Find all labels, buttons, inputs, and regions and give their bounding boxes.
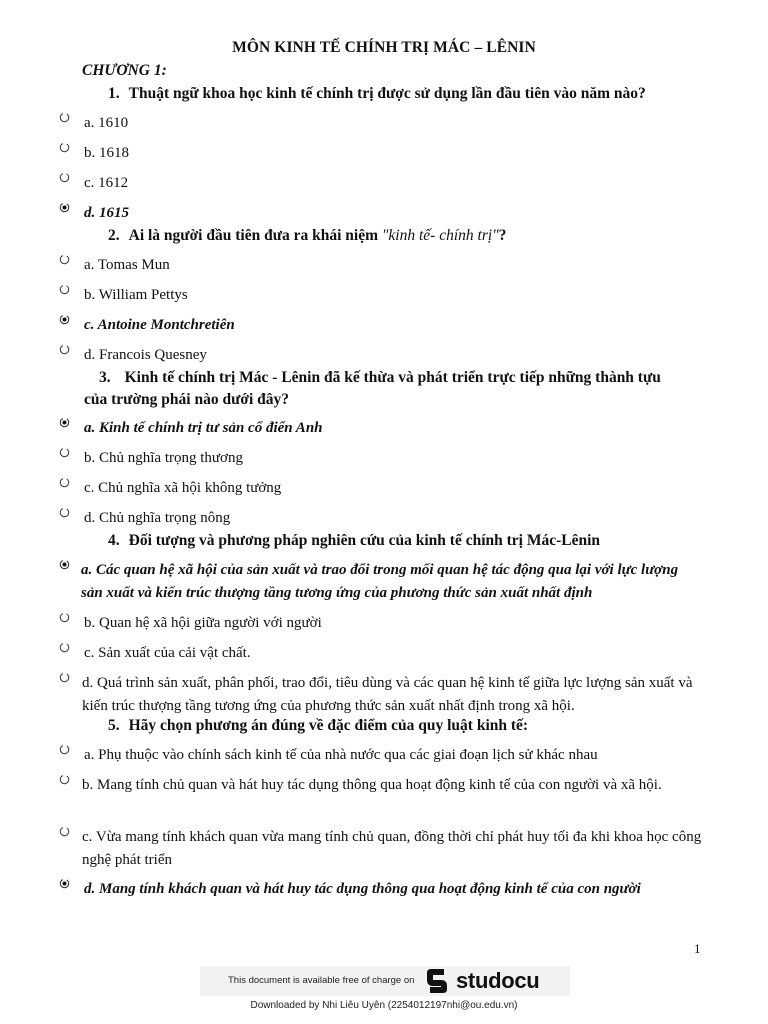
option-q5-c[interactable]: c. Vừa mang tính khách quan vừa mang tính chủ quan, đồng thời chỉ phát huy tối đa khi khoa học công nghệ phát triển: [82, 829, 702, 868]
radio-empty-icon[interactable]: [59, 672, 70, 683]
radio-empty-icon[interactable]: [59, 284, 70, 295]
radio-empty-icon[interactable]: [59, 642, 70, 653]
question-2: [108, 225, 506, 247]
radio-selected-icon[interactable]: [59, 417, 70, 428]
chapter-heading: CHƯƠNG 1:: [82, 62, 167, 79]
question-text: Hãy chọn phương án đúng về đặc điểm của quy luật kinh tế:: [128, 717, 529, 734]
question-4: [108, 530, 600, 552]
radio-empty-icon[interactable]: [59, 142, 70, 153]
question-text-end: ?: [498, 227, 507, 244]
question-text-line-1: Kinh tế chính trị Mác - Lênin đã kế thừa và phát triển trực tiếp những thành tựu: [124, 369, 661, 386]
option-q2-b[interactable]: b. William Pettys: [84, 287, 188, 303]
option-q5-a[interactable]: a. Phụ thuộc vào chính sách kinh tế của nhà nước qua các giai đoạn lịch sử khác nhau: [84, 747, 598, 763]
radio-empty-icon[interactable]: [59, 172, 70, 183]
option-q5-d[interactable]: d. Mang tính khách quan và hát huy tác dụng thông qua hoạt động kinh tế của con người: [84, 881, 641, 897]
question-text: Ai là người đầu tiên đưa ra khái niệm: [128, 227, 382, 244]
option-q2-a[interactable]: a. Tomas Mun: [84, 257, 170, 273]
question-number: 4.: [108, 532, 120, 549]
radio-empty-icon[interactable]: [59, 744, 70, 755]
availability-text: This document is available free of charge on: [228, 975, 415, 986]
radio-selected-icon[interactable]: [59, 202, 70, 213]
question-quoted-term: "kinh tế- chính trị": [381, 227, 499, 244]
option-q1-c[interactable]: c. 1612: [84, 175, 129, 191]
option-q5-b[interactable]: b. Mang tính chủ quan và hát huy tác dụng thông qua hoạt động kinh tế của con người và xã hội.: [82, 777, 662, 793]
page-number: 1: [694, 941, 701, 956]
download-attribution: Downloaded by Nhi Liêu Uyên (2254012197nhi@ou.edu.vn): [250, 1000, 518, 1011]
question-text: Đối tượng và phương pháp nghiên cứu của kinh tế chính trị Mác-Lênin: [128, 532, 601, 549]
radio-selected-icon[interactable]: [59, 559, 70, 570]
option-q4-c[interactable]: c. Sản xuất của cải vật chất.: [84, 645, 251, 661]
radio-selected-icon[interactable]: [59, 314, 70, 325]
option-q1-d[interactable]: d. 1615: [84, 205, 129, 221]
radio-empty-icon[interactable]: [59, 507, 70, 518]
radio-empty-icon[interactable]: [59, 344, 70, 355]
question-number: 5.: [108, 717, 120, 734]
option-q4-b[interactable]: b. Quan hệ xã hội giữa người với người: [84, 615, 322, 631]
question-1: [108, 83, 646, 105]
question-text: Thuật ngữ khoa học kinh tế chính trị được sử dụng lần đầu tiên vào năm nào?: [128, 85, 646, 102]
radio-empty-icon[interactable]: [59, 447, 70, 458]
radio-empty-icon[interactable]: [59, 612, 70, 623]
radio-empty-icon[interactable]: [59, 112, 70, 123]
option-q4-d[interactable]: d. Quá trình sản xuất, phân phối, trao đổi, tiêu dùng và các quan hệ kinh tế giữa lực lượng sản xuất và kiến trúc thượng tầng tương ứng của phương thức sản xuất nhất định trong xã hội.: [82, 675, 693, 714]
radio-empty-icon[interactable]: [59, 774, 70, 785]
option-q2-d[interactable]: d. Francois Quesney: [84, 347, 207, 363]
studocu-brand[interactable]: studocu: [456, 968, 540, 993]
option-q4-a[interactable]: a. Các quan hệ xã hội của sản xuất và trao đổi trong mối quan hệ tác động qua lại với lực lượng sản xuất và kiến trúc thượng tầng tương ứng của phương thức sản xuất nhất định: [81, 562, 679, 601]
option-q3-b[interactable]: b. Chủ nghĩa trọng thương: [84, 450, 243, 466]
question-3: [99, 367, 661, 389]
radio-empty-icon[interactable]: [59, 477, 70, 488]
option-q2-c[interactable]: c. Antoine Montchretiên: [84, 317, 235, 333]
option-q3-a[interactable]: a. Kinh tế chính trị tư sản cổ điển Anh: [84, 420, 323, 436]
studocu-logo-icon: [424, 967, 450, 995]
question-number: 2.: [108, 227, 120, 244]
document-title: MÔN KINH TẾ CHÍNH TRỊ MÁC – LÊNIN: [232, 39, 536, 56]
option-q3-c[interactable]: c. Chủ nghĩa xã hội không tưởng: [84, 480, 282, 496]
option-q1-a[interactable]: a. 1610: [84, 115, 129, 131]
question-5: [108, 715, 528, 737]
question-number: 1.: [108, 85, 120, 102]
question-3-continued: của trường phái nào dưới đây?: [84, 391, 290, 408]
radio-empty-icon[interactable]: [59, 826, 70, 837]
option-q3-d[interactable]: d. Chủ nghĩa trọng nông: [84, 510, 231, 526]
radio-selected-icon[interactable]: [59, 878, 70, 889]
radio-empty-icon[interactable]: [59, 254, 70, 265]
question-number: 3.: [99, 369, 111, 386]
option-q1-b[interactable]: b. 1618: [84, 145, 129, 161]
